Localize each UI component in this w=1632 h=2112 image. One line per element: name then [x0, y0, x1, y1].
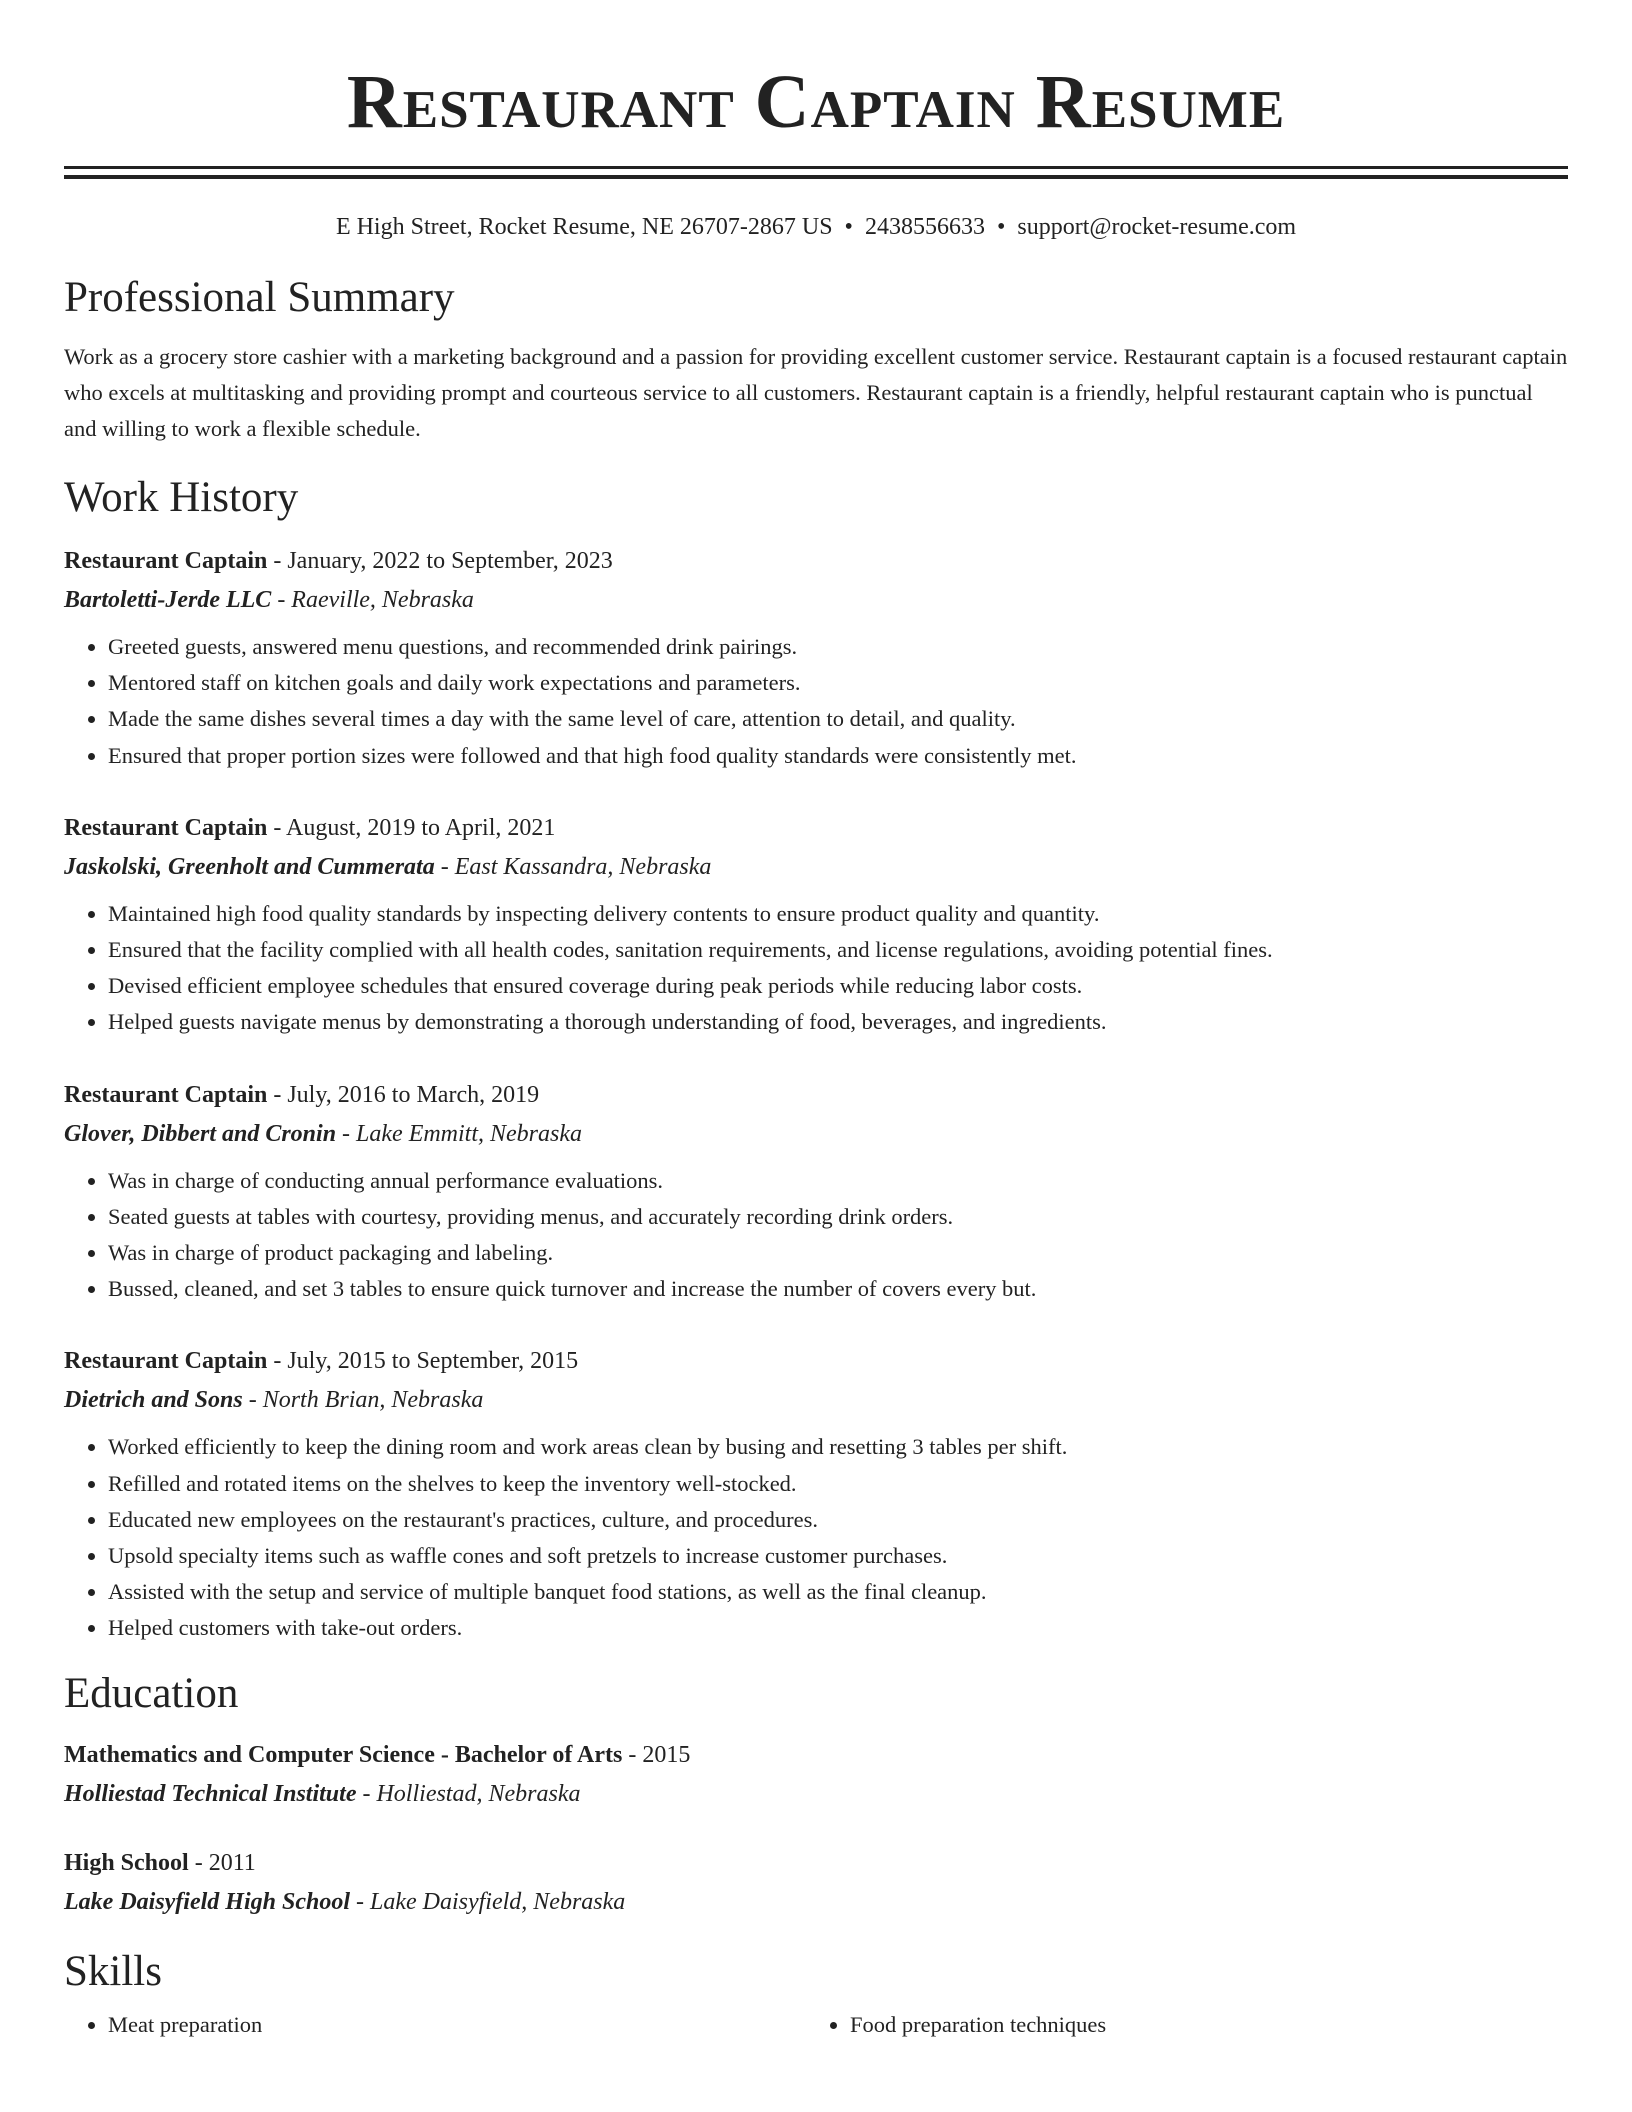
education-school: Holliestad Technical Institute — [64, 1780, 357, 1807]
education-school-line — [64, 1775, 1568, 1813]
job-bullet: • Mentored staff on kitchen goals and daily work expectations and parameters. — [108, 665, 1568, 701]
education-degree-line — [64, 1735, 1568, 1775]
job-bullet: • Devised efficient employee schedules that ensured coverage during peak periods while reducing labor costs. — [108, 968, 1568, 1004]
job-dates: - July, 2016 to March, 2019 — [267, 1081, 540, 1108]
skill-item: • Meat preparation — [108, 2007, 806, 2043]
skills-list — [64, 2007, 1568, 2043]
education-entry — [64, 1843, 1568, 1921]
job-bullet: • Upsold specialty items such as waffle cones and soft pretzels to increase customer purchases. — [108, 1538, 1568, 1574]
job-bullet: • Seated guests at tables with courtesy, providing menus, and accurately recording drink orders. — [108, 1199, 1568, 1235]
job-title-line — [64, 808, 1568, 848]
job-title-line — [64, 1341, 1568, 1381]
job-entry — [64, 1075, 1568, 1308]
job-bullet: • Was in charge of conducting annual performance evaluations. — [108, 1163, 1568, 1199]
contact-email: support@rocket-resume.com — [1017, 214, 1297, 240]
summary-heading: Professional Summary — [64, 274, 455, 321]
job-company: Glover, Dibbert and Cronin — [64, 1120, 337, 1147]
skills-heading: Skills — [64, 1947, 162, 1995]
job-bullets — [64, 1429, 1568, 1646]
education-heading: Education — [64, 1669, 239, 1717]
job-location: - North Brian, Nebraska — [242, 1387, 484, 1414]
job-company-line — [64, 848, 1568, 886]
education-location: - Holliestad, Nebraska — [356, 1780, 581, 1807]
contact-separator: • — [844, 214, 853, 240]
job-bullet: • Refilled and rotated items on the shelves to keep the inventory well-stocked. — [108, 1466, 1568, 1502]
education-degree: Mathematics and Computer Science - Bachelor of Arts — [64, 1741, 623, 1768]
job-title: Restaurant Captain — [64, 1081, 268, 1108]
title-divider-bottom — [64, 175, 1568, 179]
job-entry — [64, 1341, 1568, 1646]
job-bullet: • Greeted guests, answered menu questions, and recommended drink pairings. — [108, 629, 1568, 665]
contact-phone: 2438556633 — [864, 214, 985, 240]
job-bullet: • Bussed, cleaned, and set 3 tables to ensure quick turnover and increase the number of covers every but. — [108, 1271, 1568, 1307]
education-year: - 2015 — [622, 1741, 691, 1768]
job-bullets — [64, 629, 1568, 774]
skill-item: • Food preparation techniques — [850, 2007, 1548, 2043]
job-title-line — [64, 1075, 1568, 1115]
education-entry — [64, 1735, 1568, 1813]
resume-title: Restaurant Captain Resume — [346, 60, 1286, 144]
job-bullet: • Maintained high food quality standards by inspecting delivery contents to ensure product quality and quantity. — [108, 896, 1568, 932]
job-dates: - August, 2019 to April, 2021 — [267, 814, 556, 841]
job-company: Bartoletti-Jerde LLC — [64, 587, 272, 613]
job-company: Jaskolski, Greenholt and Cummerata — [64, 853, 435, 880]
job-bullets — [64, 1163, 1568, 1308]
job-company-line — [64, 1115, 1568, 1153]
education-location: - Lake Daisyfield, Nebraska — [349, 1888, 626, 1915]
job-bullet: • Educated new employees on the restaurant's practices, culture, and procedures. — [108, 1502, 1568, 1538]
job-title: Restaurant Captain — [64, 1348, 268, 1375]
job-bullet: • Was in charge of product packaging and labeling. — [108, 1235, 1568, 1271]
education-school-line — [64, 1883, 1568, 1921]
job-location: - East Kassandra, Nebraska — [434, 853, 712, 880]
skills-column-left — [64, 2007, 806, 2043]
contact-separator: • — [996, 214, 1006, 240]
contact-line — [64, 211, 1568, 243]
education-school: Lake Daisyfield High School — [64, 1888, 350, 1915]
job-bullet: • Ensured that the facility complied with all health codes, sanitation requirements, and license regulations, avoiding potential fines. — [108, 932, 1568, 968]
job-bullet: • Ensured that proper portion sizes were followed and that high food quality standards were consistently met. — [108, 738, 1568, 774]
title-divider-top — [64, 166, 1568, 169]
job-bullet: • Assisted with the setup and service of multiple banquet food stations, as well as the final cleanup. — [108, 1574, 1568, 1610]
job-bullets — [64, 896, 1568, 1041]
job-dates: - July, 2015 to September, 2015 — [267, 1348, 579, 1375]
job-bullet: • Helped customers with take-out orders. — [108, 1610, 1568, 1646]
education-degree-line — [64, 1843, 1568, 1883]
job-bullet: • Made the same dishes several times a day with the same level of care, attention to detail, and quality. — [108, 701, 1568, 737]
education-degree: High School — [64, 1849, 189, 1876]
summary-text: Work as a grocery store cashier with a marketing background and a passion for providing excellent customer service. Restaurant captain is a focused restaurant captain who excels at multitasking and providing prompt and courteous service to all customers. Restaurant captain is a friendly, helpful restaurant captain who is punctual and willing to work a flexible schedule. — [64, 344, 1568, 441]
education-year: - 2011 — [188, 1849, 256, 1876]
job-entry — [64, 808, 1568, 1041]
job-bullet: • Worked efficiently to keep the dining room and work areas clean by busing and resetting 3 tables per shift. — [108, 1429, 1568, 1465]
job-entry — [64, 541, 1568, 774]
job-company-line — [64, 1381, 1568, 1419]
job-title: Restaurant Captain — [64, 548, 268, 574]
job-bullet: • Helped guests navigate menus by demonstrating a thorough understanding of food, beverages, and ingredients. — [108, 1004, 1568, 1040]
work-history-heading: Work History — [64, 474, 299, 521]
resume-page — [64, 0, 1568, 2043]
skills-column-right — [806, 2007, 1548, 2043]
job-title-line — [64, 541, 1568, 581]
job-dates: - January, 2022 to September, 2023 — [267, 548, 613, 574]
job-company-line — [64, 581, 1568, 619]
job-company: Dietrich and Sons — [64, 1387, 243, 1414]
contact-address: E High Street, Rocket Resume, NE 26707-2867 US — [335, 214, 833, 240]
job-location: - Raeville, Nebraska — [271, 587, 474, 613]
job-title: Restaurant Captain — [64, 814, 268, 841]
job-location: - Lake Emmitt, Nebraska — [336, 1120, 583, 1147]
